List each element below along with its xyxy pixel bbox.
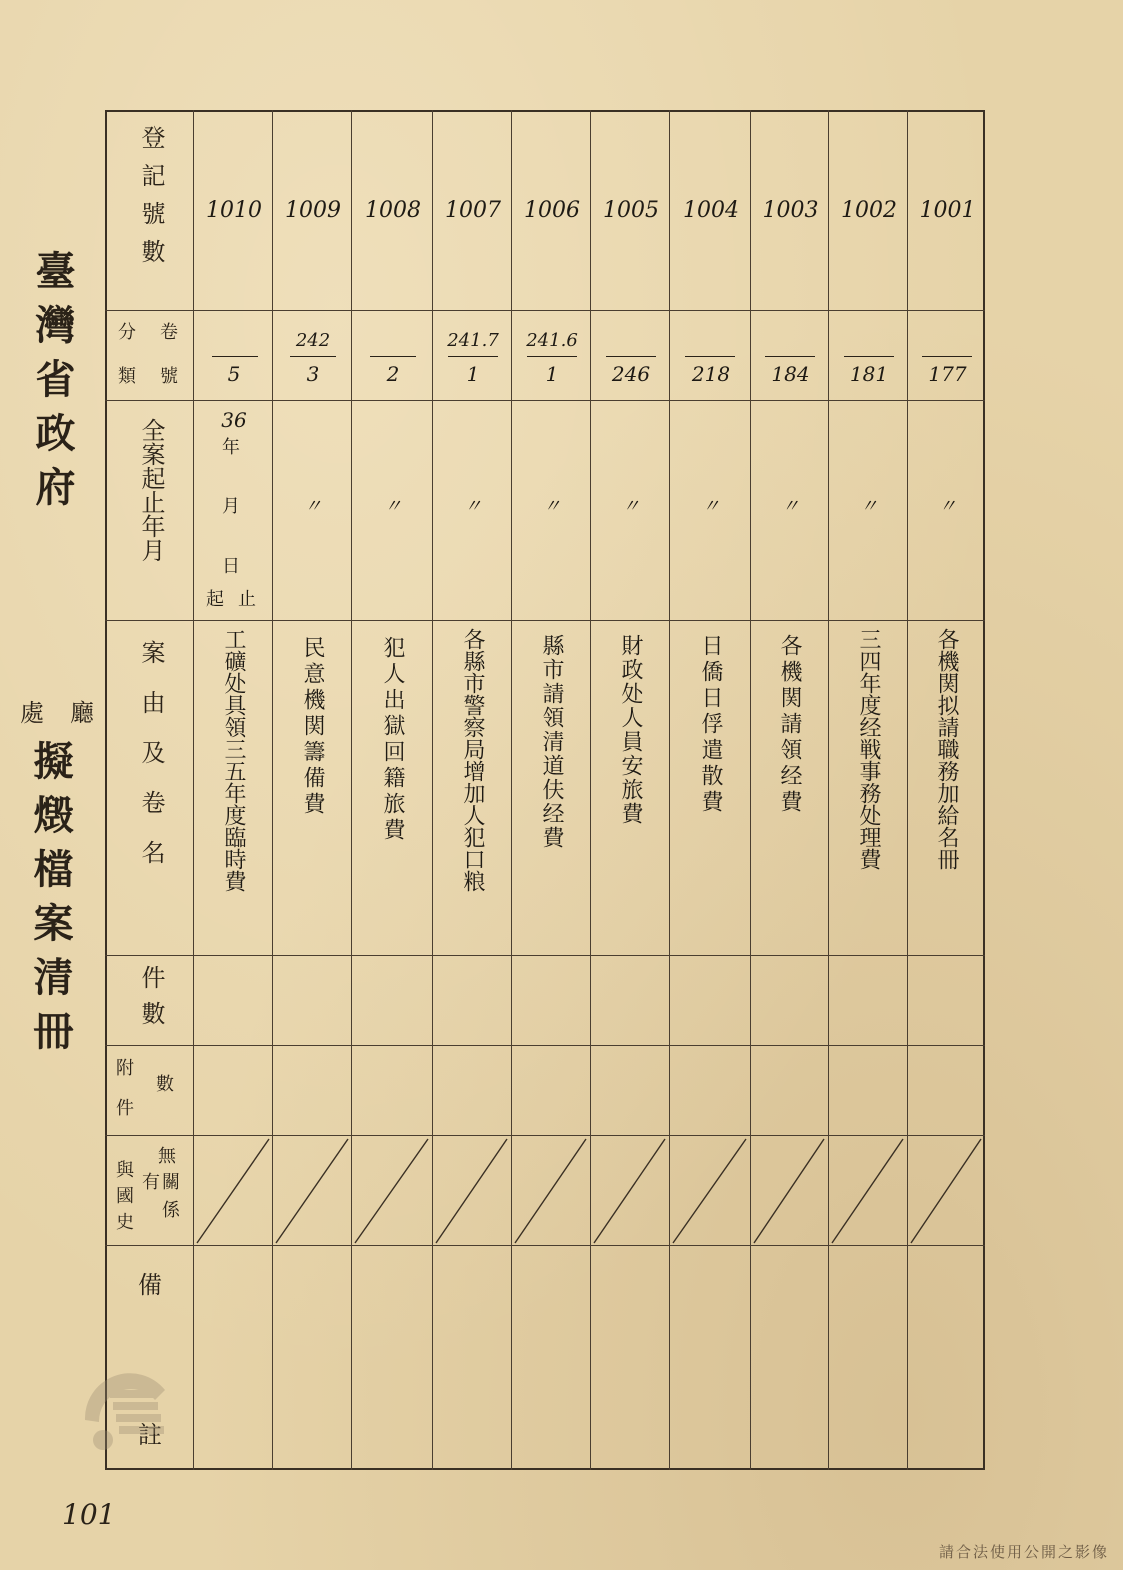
usage-watermark: 請合法使用公開之影像: [938, 1543, 1109, 1561]
ditto-mark: 〃: [304, 496, 322, 517]
class-fraction-line: [448, 356, 498, 357]
case-title: 各縣市警察局增加人犯口粮: [460, 628, 485, 892]
header-hao: 號: [160, 366, 178, 387]
col-divider: [351, 110, 352, 1470]
class-bottom: 3: [306, 362, 320, 386]
class-bottom: 2: [386, 362, 400, 386]
header-lei: 類: [118, 366, 136, 387]
header-fen: 分: [118, 322, 136, 343]
ditto-mark: 〃: [543, 496, 561, 517]
row-divider: [105, 620, 985, 621]
row-divider: [105, 1245, 985, 1246]
ditto-mark: 〃: [781, 496, 800, 517]
header-count: 件數: [137, 965, 165, 1037]
reg-number: 1007: [445, 198, 501, 223]
col-divider: [511, 110, 512, 1470]
case-title: 日僑日俘遣散費: [698, 634, 723, 816]
class-fraction-line: [290, 356, 336, 357]
row-divider: [105, 955, 985, 956]
col-divider: [590, 110, 591, 1470]
header-attach-fu: 附: [116, 1058, 134, 1079]
class-bottom: 1: [466, 362, 480, 386]
col-divider: [669, 110, 670, 1470]
class-bottom: 218: [691, 362, 731, 386]
reg-number: 1006: [524, 198, 580, 223]
date-year: 36: [221, 408, 247, 432]
strike-line: [832, 1139, 903, 1243]
header-hist-wu: 無: [158, 1146, 176, 1167]
document-title-sub: 擬燬檔案清冊: [27, 740, 74, 1064]
col-divider: [828, 110, 829, 1470]
history-strike-marks: [193, 1135, 985, 1245]
reg-number: 1003: [762, 198, 819, 223]
ditto-mark: 〃: [938, 496, 957, 517]
case-title: 財政处人員安旅費: [618, 634, 643, 826]
reg-number: 1010: [206, 198, 262, 223]
header-remark-bei: 備: [138, 1271, 162, 1299]
col-divider: [432, 110, 433, 1470]
case-title: 三四年度经戦事務处理費: [856, 628, 881, 870]
document-title-main: 臺灣省政府: [29, 250, 76, 520]
reg-number: 1002: [841, 198, 897, 223]
header-case: 案由及卷名: [137, 640, 165, 890]
date-year-label: 年: [222, 437, 240, 458]
class-fraction-line: [685, 356, 735, 357]
case-title: 縣市請領清道伕经費: [539, 634, 564, 850]
strike-line: [594, 1139, 665, 1243]
header-reg-no: 登記號數: [137, 125, 165, 277]
ditto-mark: 〃: [860, 496, 878, 517]
strike-line: [673, 1139, 746, 1243]
date-day-label: 日: [222, 556, 240, 577]
class-bottom: 5: [227, 362, 241, 386]
reg-number: 1004: [683, 198, 739, 223]
col-divider: [193, 110, 194, 1470]
ditto-mark: 〃: [622, 496, 640, 517]
row-divider: [105, 400, 985, 401]
class-top: 241.7: [447, 330, 499, 351]
class-bottom: 181: [849, 362, 889, 386]
header-hist-guo: 國: [116, 1186, 134, 1207]
date-end-label: 止: [238, 589, 256, 610]
class-bottom: 184: [771, 362, 810, 386]
ditto-mark: 〃: [702, 496, 720, 517]
case-title: 各機関請領经費: [777, 634, 802, 816]
date-start-label: 起: [206, 589, 224, 610]
reg-number: 1005: [603, 198, 659, 223]
strike-line: [276, 1139, 348, 1243]
class-bottom: 177: [928, 362, 967, 386]
header-hist-yu: 與: [116, 1160, 134, 1181]
header-hist-shi: 史: [116, 1212, 134, 1233]
reg-number: 1008: [365, 198, 421, 223]
class-bottom: 1: [545, 362, 559, 386]
ditto-mark: 〃: [464, 496, 482, 517]
header-hist-guan: 關: [162, 1172, 180, 1193]
strike-line: [436, 1139, 507, 1243]
class-fraction-line: [922, 356, 972, 357]
strike-line: [355, 1139, 428, 1243]
case-title: 犯人出獄回籍旅費: [380, 636, 405, 844]
reg-number: 1009: [285, 198, 341, 223]
class-top: 242: [295, 330, 331, 351]
strike-line: [911, 1139, 981, 1243]
class-fraction-line: [765, 356, 815, 357]
col-divider: [272, 110, 273, 1470]
case-title: 工礦处具領三五年度臨時費: [221, 628, 246, 892]
reg-number: 1001: [919, 198, 976, 223]
class-fraction-line: [212, 356, 258, 357]
header-hist-xi: 係: [162, 1200, 180, 1221]
case-title: 民意機関籌備費: [300, 636, 325, 818]
strike-line: [197, 1139, 269, 1243]
page-number: 101: [62, 1498, 116, 1531]
header-juan: 卷: [160, 322, 178, 343]
col-divider: [907, 110, 908, 1470]
date-month-label: 月: [222, 496, 240, 517]
archive-logo-icon: [75, 1360, 185, 1470]
row-divider: [105, 310, 985, 311]
class-top: 241.6: [526, 330, 578, 351]
title-chu-label: 處: [20, 699, 44, 727]
strike-line: [754, 1139, 824, 1243]
header-hist-you: 有: [142, 1172, 160, 1193]
class-bottom: 246: [611, 362, 651, 386]
title-ting-label: 廳: [70, 699, 94, 727]
row-divider: [105, 1045, 985, 1046]
strike-line: [515, 1139, 586, 1243]
ditto-mark: 〃: [384, 496, 402, 517]
col-divider: [750, 110, 751, 1470]
header-remark-zhu: 註: [138, 1421, 162, 1449]
class-fraction-line: [844, 356, 894, 357]
class-fraction-line: [527, 356, 577, 357]
class-fraction-line: [606, 356, 656, 357]
header-attach-shu: 數: [156, 1074, 174, 1095]
case-title: 各機関拟請職務加給名冊: [934, 628, 959, 870]
class-fraction-line: [370, 356, 416, 357]
header-attach-jian: 件: [116, 1098, 134, 1119]
header-date-range: 全案起止年月: [137, 418, 165, 562]
